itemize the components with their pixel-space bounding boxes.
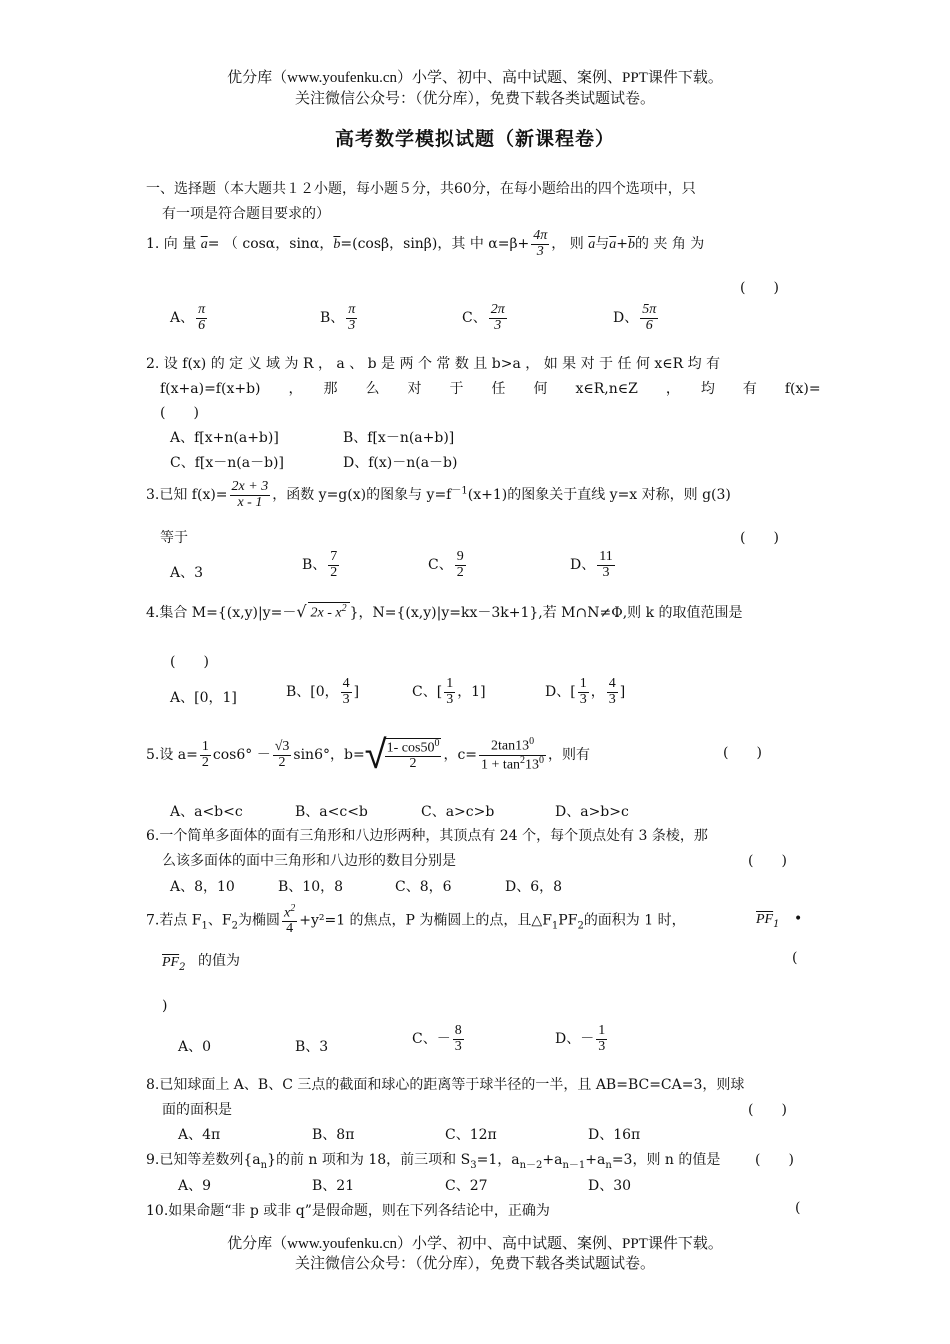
q7-dot-operator: • bbox=[794, 911, 803, 927]
q1-option-b: B、 $\frac{\pi}{3}$ bbox=[320, 302, 356, 333]
q2-option-d: D、f(x)－n(a－b) bbox=[343, 455, 458, 471]
q3-answer-paren: ( ) bbox=[740, 530, 779, 546]
q6-answer-paren: ( ) bbox=[748, 853, 787, 869]
q7-option-d: D、－ $\frac{1}{3}$ bbox=[555, 1023, 606, 1054]
question-7-line-2: 的值为 bbox=[198, 953, 240, 969]
q4-option-c: C、[ $\frac{1}{3}$ ，1] bbox=[412, 676, 486, 707]
q1-option-d: D、 $\frac{5\pi}{6}$ bbox=[613, 302, 657, 333]
question-10: 10.如果命题“非 p 或非 q”是假命题，则在下列各结论中，正确为 bbox=[146, 1203, 550, 1219]
q2-option-b: B、f[x－n(a+b)] bbox=[343, 430, 455, 446]
question-9: 9.已知等差数列$\{a_n\}$的前 n 项和为 18，前三项和 $S_3=1$，$a_{n-2}+a_{n-1}+a_n=3$，则 n 的值是 bbox=[146, 1152, 721, 1171]
q1-answer-paren: ( ) bbox=[740, 280, 779, 296]
q6-option-b: B、10，8 bbox=[278, 879, 344, 895]
question-7: 7.若点 $F_1$、$F_2$为椭圆 $\frac{x^2}{4}$ +y²=1 的焦点，P 为椭圆上的点，且$\triangle F_1PF_2$的面积为 1 时， bbox=[146, 903, 686, 937]
q7-option-c: C、－ $\frac{8}{3}$ bbox=[412, 1023, 462, 1054]
q9-option-b: B、21 bbox=[312, 1178, 355, 1194]
q4-answer-paren: ( ) bbox=[170, 654, 209, 670]
q4-option-b: B、[0， $\frac{4}{3}$ ] bbox=[286, 676, 360, 707]
q6-option-c: C、8，6 bbox=[395, 879, 452, 895]
q3-option-d: D、 $\frac{11}{3}$ bbox=[570, 549, 613, 580]
footer-line-1: 优分库（www.youfenku.cn）小学、初中、高中试题、案例、PPT课件下载。 bbox=[227, 1236, 723, 1252]
q8-answer-paren: ( ) bbox=[748, 1102, 787, 1118]
question-6-line-2: 么该多面体的面中三角形和八边形的数目分别是 bbox=[162, 853, 456, 869]
q3-option-b: B、 $\frac{7}{2}$ bbox=[302, 549, 338, 580]
q8-option-c: C、12π bbox=[445, 1127, 497, 1143]
question-2-line-3: ( ) bbox=[160, 405, 199, 421]
question-5: 5.设 a= $\frac{1}{2}$ cos6° － $\frac{√3}{2}$ sin6°，b=√ $\frac{1- \cos 50^0}{2}$ ，c= $\frac{2\tan 13^0}{1 + \tan^213^0}$ ，则有 bbox=[146, 732, 591, 778]
q9-option-d: D、30 bbox=[588, 1178, 632, 1194]
q4-option-a: A、[0，1] bbox=[170, 690, 237, 706]
q4-option-d: D、[ $\frac{1}{3}$ ， $\frac{4}{3}$ ] bbox=[545, 676, 626, 707]
q3-option-c: C、 $\frac{9}{2}$ bbox=[428, 549, 464, 580]
q1-option-c: C、 $\frac{2\pi}{3}$ bbox=[462, 302, 505, 333]
q1-angle-fraction: $\frac{4\pi}{3}$ bbox=[533, 228, 548, 259]
question-2-line-1: 2. 设 f(x) 的 定 义 域 为 R ， a 、 b 是 两 个 常 数 且 b>a ， 如 果 对 于 任 何 x∈R 均 有 bbox=[146, 356, 721, 372]
q5-option-a: A、a<b<c bbox=[170, 804, 243, 820]
question-3: 3.已知 f(x)= $\frac{2x + 3}{x - 1}$ ，函数 y=g(x)的图象与 $y=f^{-1}(x+1)$的图象关于直线 y=x 对称，则 g(3) bbox=[146, 479, 731, 510]
page-title: 高考数学模拟试题（新课程卷） bbox=[334, 128, 615, 150]
q7-answer-paren-right: ) bbox=[162, 998, 168, 1014]
q2-option-a: A、f[x+n(a+b)] bbox=[170, 430, 279, 446]
q10-answer-paren: ( bbox=[795, 1200, 801, 1216]
q5-answer-paren: ( ) bbox=[723, 745, 762, 761]
q8-option-a: A、4π bbox=[178, 1127, 221, 1143]
section-intro-line-1: 一、选择题（本大题共１２小题，每小题５分，共60分，在每小题给出的四个选项中，只 bbox=[146, 181, 696, 197]
question-1: 1. 向 量 $\overline{a}=$ （ cosα，sinα，$\overline{b}=(\cos\beta$，sinβ)，其 中 α=β+ $\frac{4\pi}{3}$ ， 则 $\overline{a}$与$\overline{a}+\overline{b}$的 夹 角 为 bbox=[146, 228, 705, 259]
q8-option-b: B、8π bbox=[312, 1127, 355, 1143]
footer-line-2: 关注微信公众号：（优分库），免费下载各类试题试卷。 bbox=[294, 1256, 655, 1272]
q7-option-a: A、0 bbox=[178, 1039, 212, 1055]
question-3-line-2: 等于 bbox=[160, 530, 188, 546]
q2-option-c: C、f[x－n(a－b)] bbox=[170, 455, 284, 471]
header-line-1: 优分库（www.youfenku.cn）小学、初中、高中试题、案例、PPT课件下载。 bbox=[227, 70, 723, 86]
q8-option-d: D、16π bbox=[588, 1127, 641, 1143]
q6-option-d: D、6，8 bbox=[505, 879, 563, 895]
q9-option-c: C、27 bbox=[445, 1178, 488, 1194]
q7-vector-pf1: $\overline{PF}_1$ bbox=[756, 912, 780, 930]
question-2-line-2: f(x+a)=f(x+b) ， 那 么 对 于 任 何 x∈R,n∈Z ， 均 有 f(x)= bbox=[160, 381, 821, 397]
q7-vector-pf2: $\overline{PF}_2$ bbox=[162, 955, 186, 973]
q5-option-d: D、a>b>c bbox=[555, 804, 629, 820]
q9-option-a: A、9 bbox=[178, 1178, 212, 1194]
q9-answer-paren: ( ) bbox=[755, 1152, 794, 1168]
q1-option-a: A、 $\frac{\pi}{6}$ bbox=[170, 302, 206, 333]
question-8-line-1: 8.已知球面上 A、B、C 三点的截面和球心的距离等于球半径的一半，且 AB=BC=CA=3，则球 bbox=[146, 1077, 745, 1093]
question-6-line-1: 6.一个简单多面体的面有三角形和八边形两种，其顶点有 24 个，每个顶点处有 3 条棱，那 bbox=[146, 828, 708, 844]
section-intro-line-2: 有一项是符合题目要求的） bbox=[162, 206, 330, 222]
q5-option-b: B、a<c<b bbox=[295, 804, 368, 820]
q7-option-b: B、3 bbox=[295, 1039, 329, 1055]
q6-option-a: A、8，10 bbox=[170, 879, 235, 895]
q3-option-a: A、3 bbox=[170, 565, 204, 581]
question-4: 4.集合 M={(x,y)|y=－√ $2x - x^2$ }，N={(x,y)|y=kx－3k+1},若 M∩N≠Φ,则 k 的取值范围是 bbox=[146, 602, 743, 621]
header-line-2: 关注微信公众号：（优分库），免费下载各类试题试卷。 bbox=[294, 91, 655, 107]
question-8-line-2: 面的面积是 bbox=[162, 1102, 232, 1118]
q7-answer-paren-left: ( bbox=[792, 950, 798, 966]
q5-option-c: C、a>c>b bbox=[421, 804, 495, 820]
